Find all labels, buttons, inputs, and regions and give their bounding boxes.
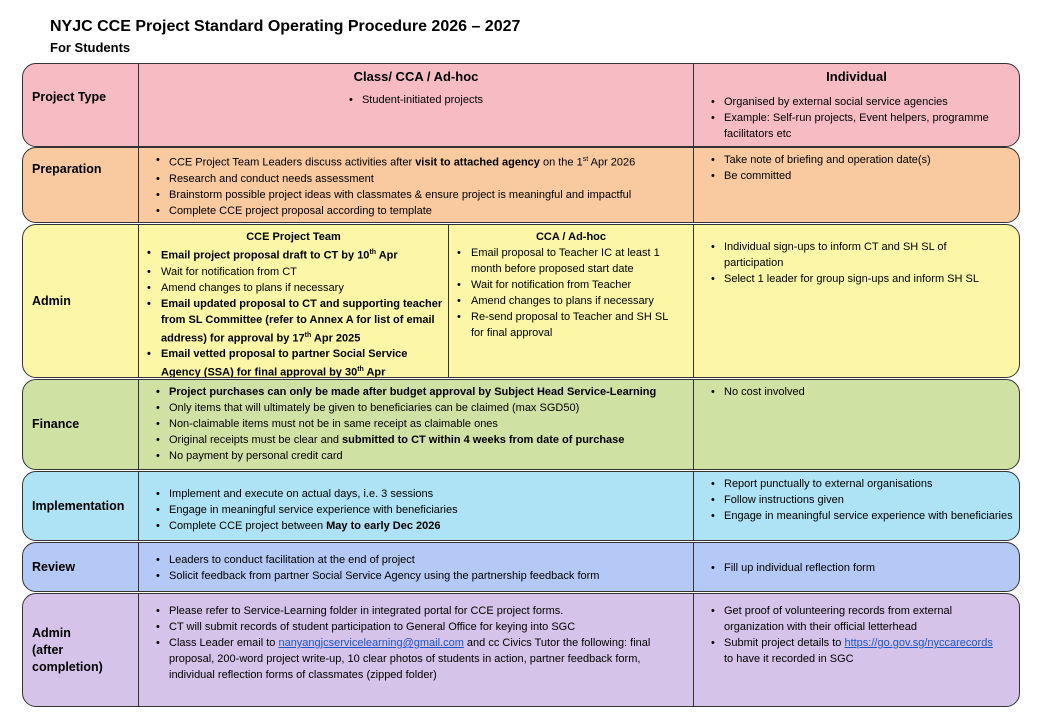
list-item: • Follow instructions given — [704, 492, 1013, 508]
list-item: • Report punctually to external organisations — [704, 476, 1013, 492]
admin-right — [694, 225, 1019, 377]
row-project-type — [22, 63, 1020, 147]
column-header-cca-adhoc: CCA / Ad-hoc — [535, 231, 607, 243]
list-item: • No cost involved — [704, 384, 1013, 400]
list-item: • Project purchases can only be made after budget approval by Subject Head Service-Learning — [149, 384, 689, 400]
list-item: • Wait for notification from CT — [143, 264, 444, 280]
column-header-cce-team: CCE Project Team — [246, 231, 341, 243]
list-item: • Be committed — [704, 168, 1013, 184]
page-title: NYJC CCE Project Standard Operating Procedure 2026 – 2027 — [50, 18, 521, 35]
individual-column — [694, 64, 1019, 146]
list-item: • CT will submit records of student participation to General Office for keying into SGC — [149, 619, 689, 635]
list-item: • Re-send proposal to Teacher and SH SL for final approval — [453, 309, 679, 341]
review-mid — [139, 543, 694, 591]
cce-project-team-column — [139, 225, 449, 377]
admin-mid — [139, 225, 694, 377]
implementation-right — [694, 472, 1019, 540]
list-item: • Non-claimable items must not be in same receipt as claimable ones — [149, 416, 689, 432]
list-item: • Original receipts must be clear and submitted to CT within 4 weeks from date of purchase — [149, 432, 689, 448]
row-review — [22, 542, 1020, 592]
list-item: • No payment by personal credit card — [149, 448, 689, 464]
list-item: • Email project proposal draft to CT by 10th Apr — [143, 245, 444, 264]
row-preparation — [22, 147, 1020, 223]
list-item: • Wait for notification from Teacher — [453, 277, 679, 293]
list-item: • Implement and execute on actual days, i.e. 3 sessions — [149, 486, 689, 502]
class-cca-column — [139, 64, 694, 146]
list-item: • Engage in meaningful service experience with beneficiaries — [704, 508, 1013, 524]
row-label: Review — [23, 543, 139, 591]
admin-after-mid — [139, 594, 694, 706]
list-item: • Only items that will ultimately be given to beneficiaries can be claimed (max SGD50) — [149, 400, 689, 416]
list-item: • Solicit feedback from partner Social Service Agency using the partnership feedback form — [149, 568, 689, 584]
row-label: Finance — [23, 380, 139, 469]
list-item: • Individual sign-ups to inform CT and SH SL of participation — [704, 239, 1007, 271]
row-admin — [22, 224, 1020, 378]
list-item: • Email proposal to Teacher IC at least 1 month before proposed start date — [453, 245, 679, 277]
preparation-right — [694, 148, 1019, 222]
list-item: • Brainstorm possible project ideas with classmates & ensure project is meaningful and impactful — [149, 187, 689, 203]
list-item: • Example: Self-run projects, Event helpers, programme facilitators etc — [704, 110, 1013, 142]
row-label: Admin — [23, 225, 139, 377]
column-header-class-cca: Class/ CCA / Ad-hoc — [353, 69, 479, 84]
list-item: • Get proof of volunteering records from external organization with their official letterhead — [704, 603, 1003, 635]
column-header-individual: Individual — [826, 69, 887, 84]
row-label: Admin (after completion) — [23, 594, 139, 706]
row-label: Preparation — [23, 148, 139, 222]
list-item: • Please refer to Service-Learning folder in integrated portal for CCE project forms. — [149, 603, 689, 619]
finance-right — [694, 380, 1019, 469]
cca-adhoc-column — [449, 225, 693, 377]
list-item: • Engage in meaningful service experience with beneficiaries — [149, 502, 689, 518]
row-label: Project Type — [23, 64, 139, 146]
implementation-mid — [139, 472, 694, 540]
finance-mid — [139, 380, 694, 469]
list-item: • Fill up individual reflection form — [704, 560, 1013, 576]
preparation-mid — [139, 148, 694, 222]
list-item: • Complete CCE project proposal according to template — [149, 203, 689, 219]
list-item: • Select 1 leader for group sign-ups and inform SH SL — [704, 271, 1007, 287]
records-link[interactable]: https://go.gov.sg/nyccarecords — [844, 637, 993, 649]
list-item: • Email updated proposal to CT and supporting teacher from SL Committee (refer to Annex A for list of email address) for approval by 17th Apr 2025 — [143, 296, 444, 347]
row-finance — [22, 379, 1020, 470]
list-item: • Amend changes to plans if necessary — [453, 293, 679, 309]
page-subtitle: For Students — [50, 40, 131, 55]
row-label: Implementation — [23, 472, 139, 540]
list-item: • Organised by external social service agencies — [704, 94, 1013, 110]
row-admin-after-completion — [22, 593, 1020, 707]
list-item: • Submit project details to https://go.gov.sg/nyccarecords to have it recorded in SGC — [704, 635, 1003, 667]
list-item: • Research and conduct needs assessment — [149, 171, 689, 187]
list-item: • Complete CCE project between May to early Dec 2026 — [149, 518, 689, 534]
list-item: • Take note of briefing and operation date(s) — [704, 152, 1013, 168]
row-implementation — [22, 471, 1020, 541]
list-item: • Class Leader email to nanyangjcservicelearning@gmail.com and cc Civics Tutor the following: final proposal, 200-word project write-up, 10 clear photos of students in action, partner feedback form, individual reflection forms of classmates (zipped folder) — [149, 635, 689, 683]
list-item: • Email vetted proposal to partner Social Service Agency (SSA) for final approval by 30th Apr — [143, 346, 444, 378]
list-item: • Amend changes to plans if necessary — [143, 280, 444, 296]
list-item: • Leaders to conduct facilitation at the end of project — [149, 552, 689, 568]
list-item: • CCE Project Team Leaders discuss activities after visit to attached agency on the 1st Apr 2026 — [149, 152, 689, 171]
review-right — [694, 543, 1019, 591]
email-link[interactable]: nanyangjcservicelearning@gmail.com — [278, 637, 464, 649]
admin-after-right — [694, 594, 1019, 706]
list-item: • Student-initiated projects — [348, 94, 484, 106]
